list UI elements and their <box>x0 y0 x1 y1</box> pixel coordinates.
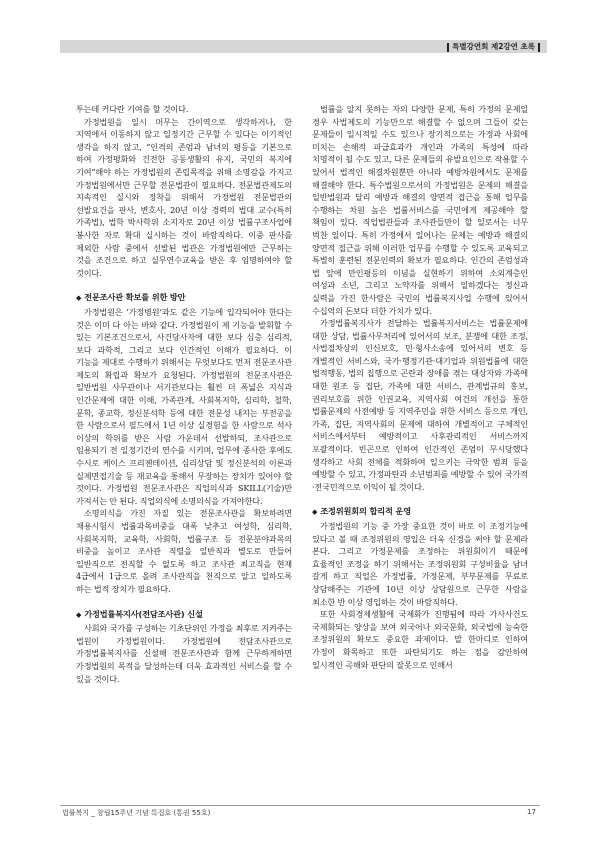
paragraph: 가정법률복지사가 전달하는 법률복지서비스는 법률문제에 대한 상담, 법률사무처리에 있어서의 보조, 분쟁에 대한 조정, 사법절차상의 인신보호, 민·형사소송에 있어서의 변호 등 개별적인 서비스와, 국가·행정기관·대기업과 위원법률에 대한 법적행동, 법의 집행으로 곤란과 장애를 겪는 대상자와 가족에 대한 원조 등 집단, 가족에 대한 서비스, 관계법규의 홍보, 권리보호를 위한 인권교육, 지역사회 여건의 개선을 통한 법률문제의 사전예방 등 지역주민을 위한 서비스 등으로 개인, 가족, 집단, 지역사회의 문제에 대하여 개별적이고 구체적인 서비스에서부터 예방적이고 사후관리적인 서비스까지 포괄적이다. 빈곤으로 인하여 인간적인 존엄이 무시당했다 생각하고 사회 전체를 적화하여 일으키는 극악한 범죄 등을 예방할 수 있고, 가정파탄과 소년범죄를 예방할 수 있어 국가적·전국민적으로 이익이 될 것이다. <box>312 318 528 492</box>
paragraph: 투는데 커다란 기여를 할 것이다. <box>76 104 189 114</box>
right-column <box>312 103 528 671</box>
section-heading <box>312 505 528 519</box>
section-heading-text: 조정위원회의 합리적 운영 <box>320 506 411 517</box>
header-divider-left <box>447 43 449 52</box>
footer-publication: 법률복지 _ 창립15주년 기념 특집호 (통권 55호) <box>62 809 211 817</box>
section-heading-text: 전문조사관 확보를 위한 방안 <box>84 292 186 303</box>
paragraph: 가정법원의 기능 중 가장 중요한 것이 바로 이 조정기능에 있다고 볼 때 조정위원의 영입은 더욱 신경을 써야 할 문제라 본다. 그리고 가정문제를 조정하는 위원회이기 때문에 효율적인 조정을 하기 위해서는 조정위원회 구성비율을 남녀 갈게 하고 직업은 가정법률, 가정문제, 부부문제를 무료로 상담해주는 기관에 10년 이상 상담원으로 근무한 사람을 최소한 반 이상 영입하는 것이 바람직하다. <box>312 521 528 607</box>
header-divider-right <box>538 43 540 52</box>
paragraph: 법률을 알지 못하는 자의 다양한 문제, 특히 가정의 문제일 경우 사법제도의 기능만으로 해결할 수 없으며 그들이 갖는 문제들이 일시적일 수도 있으나 장기적으로는 가정과 사회에 미치는 손해적 파급효과가 개인과 가족의 특성에 따라 치명적이 될 수도 있고, 다른 문제들의 유발요인으로 작용할 수 있어서 법적인 해결차원뿐만 아니라 예방차원에서도 문제를 해결해야 한다. 특수법원으로서의 가정법원은 문제의 해결을 일반법원과 달리 예방과 해결의 양면적 접근을 통해 업무를 수행하는 차원 높은 법률서비스를 국민에게 제공해야 할 책임이 있다. 직업법관들과 조사관들만이 할 일로서는 너무 벅찬 일이다. 특히 가정에서 일어나는 문제는 예방과 해결의 양면적 접근을 위해 이러한 업무를 수행할 수 있도록 교육되고 특별히 훈련된 전문인력의 확보가 필요하다. 인간의 존엄성과 법 앞에 만인평등의 이념을 실현하기 위하여 소외계층인 여성과 소년, 그리고 노약자를 위해서 일하겠다는 정신과 실력을 가진 한사람은 국민의 법률복지사업 수행에 있어서 수십억의 돈보다 더한 가치가 있다. <box>312 104 528 316</box>
diamond-bullet-icon: ◆ <box>312 508 318 517</box>
footer-rule <box>60 805 540 806</box>
paragraph: 또한 사회경제생활에 국제화가 진행됨에 따라 가사사건도 국제화되는 양상을 보여 외국어나 외국문화, 외국법에 능숙한 조정위원의 확보도 중요한 과제이다. 말 한마디로 인하여 가정이 화목하고 또한 파탄되기도 하는 점을 감안하여 일시적인 곡해와 판단의 잘못으로 인해서 <box>312 609 528 670</box>
paragraph: 사회와 국가를 구성하는 기초단위인 가정을 최후로 지켜주는 법원이 가정법원이다. 가정법원에 전담조사관으로 가정법률복지사를 신설해 전문조사관과 함께 근무하게하면 가정법원의 목적을 달성하는데 더욱 효과적인 서비스를 할 수 있을 것이다. <box>76 623 292 684</box>
paragraph: 가정법원을 일시 머무는 간이역으로 생각하거나, 한 지역에서 이동하지 않고 일정기간 근무할 수 있다는 이기적인 생각을 하지 않고, “인격의 존엄과 남녀의 평등을 기본으로 하여 가정평화와 건전한 공동생활의 유지, 국민의 복지에 기여”해야 하는 가정법원의 존립목적을 위해 소명감을 가지고 가정법원에서만 근무할 전문법관이 필요하다. 전문법관제도의 지속적인 실시와 정착을 위해서 가정법원 전문법관의 선발요건을 판사, 변호사, 20년 이상 경력의 법대 교수(특히 가족법), 법학 박사학위 소지자로 20년 이상 법률구조사업에 봉사한 자로 확대 실시하는 것이 바람직하다. 이중 판사를 제외한 사람 중에서 선발된 법관은 가정법원에만 근무하는 것을 조건으로 하고 실무연수교육을 받은 후 임명하여야 할 것이다. <box>76 116 292 278</box>
left-column <box>76 103 292 685</box>
header-title-text: 특별강연회 제2강연 초록 <box>452 42 535 51</box>
section-heading <box>76 608 292 622</box>
page-number: 17 <box>527 808 536 816</box>
section-heading <box>76 291 292 305</box>
section-heading-text: 가정법률복지사(전담조사관) 신설 <box>84 608 203 619</box>
running-header <box>444 41 543 52</box>
diamond-bullet-icon: ◆ <box>76 610 82 619</box>
paragraph: 소명의식을 가진 자질 있는 전문조사관을 확보하려면 채용시험시 법률과목비중을 대폭 낮추고 여성학, 심리학, 사회복지학, 교육학, 사회학, 법률구조 등 전문분야과목의 비중을 높이고 조사관 직렬을 일반직과 별도로 만들어 일반직으로 전직할 수 없도록 하고 조사관 최고직을 현재 4급에서 1급으로 올려 조사관직을 천직으로 알고 일하도록 하는 법적 장치가 필요하다. <box>76 508 292 594</box>
paragraph: 가정법원은 ‘가정병원’과도 같은 기능에 입각되어야 한다는 것은 이미 다 아는 바와 같다. 가정법원이 제 기능을 발휘할 수 있는 기본조건으로서, 사건당사자에 대한 보다 심층 심리적, 보다 과학적, 그리고 보다 인간적인 이해가 필요하다. 이 기능을 제대로 수행하기 위해서는 무엇보다도 먼저 전문조사관 제도의 확립과 확보가 요청된다. 가정법원의 전문조사관은 일반법원 사무관이나 서기관보다는 훨씬 더 폭넓은 지식과 인간문제에 대한 이해, 가족관계, 사회복지학, 심리학, 철학, 문학, 종교학, 정신분석학 등에 대한 전문성 내지는 부전공을 한 사람으로서 필드에서 1년 이상 실경험을 한 사람으로 석사 이상의 학위를 받은 사람 가운데서 선발하되, 조사관으로 임용되기 전 일정기간의 연수를 시키며, 업무에 종사한 후에도 수시로 케이스 프리젠테이션, 심리상담 및 정신분석의 이론과 실제면접기술 등 재교육을 통해서 무장하는 장치가 있어야 할 것이다. 가정법원 전문조사관은 직업의식과 SKILL(기술)만 가져서는 안 된다. 직업의식에 소명의식을 가져야한다. <box>76 306 292 506</box>
diamond-bullet-icon: ◆ <box>76 294 82 303</box>
